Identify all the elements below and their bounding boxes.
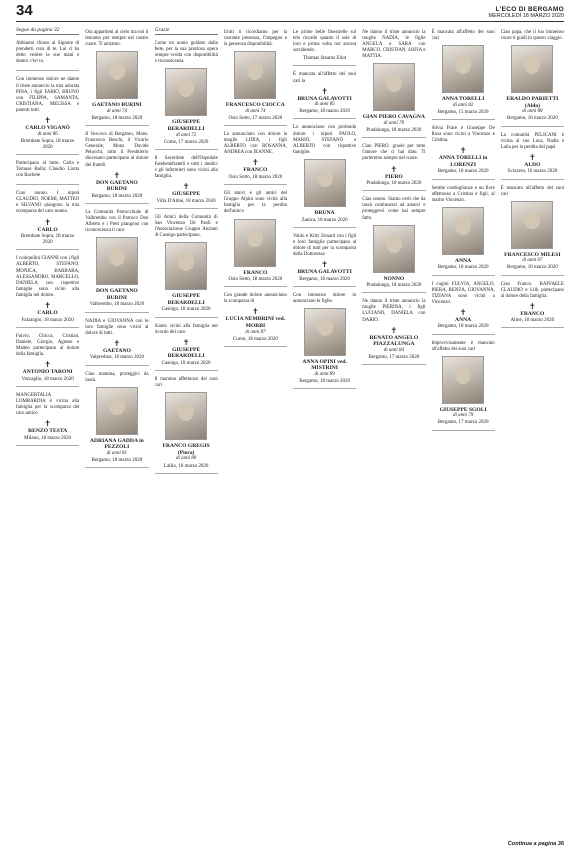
deceased-name: GIUSEPPE (172, 191, 201, 198)
deceased-age: di anni 79 (452, 413, 474, 419)
deceased-age: di anni 67 (522, 258, 543, 264)
notice-text: Valdo e Kitty Ennard con i figli e loro famiglie partecipano al dolore di tutti per la scomparsa della Dottoressa (293, 233, 357, 257)
notice-place-date: Valpredina, 18 marzo 2020 (89, 355, 144, 361)
deceased-age: di anni 88 (522, 109, 543, 115)
notice-place-date: Svizzera, 16 marzo 2020 (507, 169, 558, 175)
notice-column (432, 27, 495, 835)
death-notice (293, 122, 356, 227)
deceased-photo (165, 392, 207, 440)
notice-place-date: Bergamo, 18 marzo 2020 (507, 265, 558, 271)
death-notice (85, 27, 148, 126)
cross-icon: ✝ (459, 146, 467, 156)
deceased-name: LUCIA NEMBRINI ved. MORBI (225, 316, 286, 329)
notice-text: Come un uomo guidato dalla fede, per la sua preziosa opera sempre svolta con disponibilità e riconoscenza. (154, 41, 218, 65)
notice-text: Lo annunciano con profondo dolore i nipoti PAOLO, MARIO, STEFANO e ALBERTO con rispettive famiglie. (293, 125, 357, 155)
deceased-photo (304, 159, 346, 207)
death-notice (16, 331, 79, 387)
notice-text: Sentite condoglianze e un fiore affettuoso a Cristina e figli, al marito Vincenzo. (431, 185, 495, 203)
deceased-name: ANNA OPINI ved. MISTRINI (302, 358, 347, 372)
deceased-name: CARLO (37, 310, 58, 316)
death-notice (155, 153, 218, 209)
notice-place-date: Pradalunga, 18 marzo 2020 (366, 283, 422, 289)
notice-place-date: Curno, 18 marzo 2020 (232, 336, 278, 342)
deceased-name: FRANCESCO MILESI (504, 251, 561, 258)
notice-place-date: Almè, 18 marzo 2020 (510, 318, 555, 324)
death-notice (293, 231, 356, 287)
notice-text: Silvia Frare e Giuseppe De Rosa sono vicini a Vincenzo e Cristina. (431, 125, 495, 144)
notice-place-date: Falzangio, 18 marzo 2020 (21, 317, 74, 323)
cross-icon: ✝ (529, 152, 536, 162)
cross-icon: ✝ (44, 360, 51, 370)
issue-date: MERCOLEDÌ 18 MARZO 2020 (488, 13, 564, 19)
deceased-name: GIUSEPPE BERARDELLI (167, 119, 205, 133)
deceased-photo (165, 242, 207, 290)
notice-text: I coinquilini GIANNI con i figli ALBERTO, STEFANO, MONICA, BARBARA, ALESSANDRO, MARCELLO, DANIELA con rispettive famiglie sono vicini alla famiglia nel dolore. (16, 256, 80, 298)
notice-place-date: Villa D'Almè, 18 marzo 2020 (156, 198, 216, 204)
notice-text: Abbiamo chiuso al Signore di prenderti cura di te. Lui ci ha detto vedere le sue mani e dentro c'eri tu. (16, 41, 80, 65)
deceased-name: RENATO ANGELO PIAZZALUNGA (369, 334, 419, 348)
deceased-name: ANNA (455, 257, 472, 264)
notice-place-date: Pradalunga, 18 marzo 2020 (366, 181, 422, 187)
deceased-photo (442, 45, 484, 93)
cross-icon: ✝ (182, 337, 190, 347)
deceased-photo (442, 356, 484, 404)
notice-place-date: Zanica, 18 marzo 2020 (301, 217, 348, 223)
notice-text: Ne danno il triste annuncio la moglie PIERINA, i figli LUCIANO, DANIELA con DARIO. (362, 299, 426, 323)
death-notice (16, 390, 79, 446)
deceased-name: ANNA (455, 316, 472, 323)
deceased-name: GAETANO (102, 347, 131, 354)
cross-icon: ✝ (529, 301, 536, 311)
deceased-name: GIAN PIERO CAVAGNA (362, 114, 425, 121)
deceased-photo (234, 219, 276, 267)
notice-text: Il Sacerdote dell'Ospedale Fatebenefratelli e tutti i medici e gli infermieri sono vicini alla famiglia. (154, 155, 218, 180)
notice-text: La Comunità Parrocchiale di Valbrembo con il Parroco Don Alberto e i Preti piangono con riconoscenza il caro (85, 209, 149, 234)
notice-text: Fulvio, Chicca, Cristian, Daniele, Giorgio, Agnese e Matteo partecipano al dolore della famiglia. (16, 333, 80, 357)
deceased-age: di anni 79 (383, 121, 405, 127)
deceased-name: ALDO (524, 161, 541, 168)
notice-column (362, 27, 425, 835)
death-notice (432, 338, 495, 431)
deceased-name: CARLO (37, 226, 58, 233)
death-notice (501, 183, 564, 276)
deceased-name: GAETANO BURINI (92, 102, 142, 109)
deceased-age: di anni 74 (245, 108, 266, 114)
notice-text: Le prime belle finestrelle sul telo ricordo quanto il sole di loro e prima volta noi ancora sorridendo. (293, 30, 357, 54)
notice-column (501, 27, 564, 835)
notice-place-date: Bergamo, 18 marzo 2020 (91, 193, 143, 199)
death-notice (16, 253, 79, 327)
notice-text: Ciao mamma, proteggici da lassù. (85, 371, 149, 383)
deceased-photo (96, 387, 138, 435)
death-notice (85, 129, 148, 204)
cross-icon: ✝ (459, 307, 467, 317)
deceased-age: di anni 74 (106, 108, 128, 114)
deceased-photo (234, 51, 276, 99)
deceased-age: di anni 87 (245, 329, 266, 335)
notice-place-date: Bergamo, 18 marzo 2020 (91, 115, 143, 121)
death-notice (293, 69, 356, 119)
page-number: 34 (16, 2, 33, 19)
deceased-name: DON GAETANO BURINI (96, 179, 138, 193)
deceased-name: ANNA TORELLI in LORENZI (438, 155, 488, 168)
notice-place-date: Casnigo, 18 marzo 2020 (161, 360, 211, 366)
deceased-age: di anni 89 (314, 372, 335, 378)
newspaper-name: L'ECO DI BERGAMO (495, 6, 564, 13)
notice-columns (16, 27, 564, 835)
deceased-age: di anni 82 (452, 102, 474, 108)
notice-column (224, 27, 287, 835)
deceased-name: BRUNA GALAVOTTI (297, 95, 352, 102)
notice-text: Partecipano al lutto: Carla e Tomaso Bulla; Claudio Liotta con Rachele (16, 160, 80, 179)
deceased-photo (442, 207, 484, 255)
notice-place-date: Bergamo, 18 marzo 2020 (299, 379, 350, 385)
deceased-name: ERALDO PARIETTI (Aldo) (506, 96, 559, 109)
deceased-age: di anni 86 (37, 131, 58, 137)
notice-place-date: Milano, 18 marzo 2020 (24, 435, 72, 441)
notice-place-date: Bergamo, 18 marzo 2020 (437, 169, 489, 175)
deceased-name: DON GAETANO BURINI (96, 288, 138, 301)
deceased-photo (511, 201, 553, 249)
death-notice (85, 316, 148, 366)
death-notice (432, 123, 495, 180)
notice-place-date: Bergamo, 17 marzo 2020 (437, 420, 489, 426)
notice-place-date: Bergamo, 18 marzo 2020 (507, 116, 558, 122)
notice-text: È mancato all'affetto dei suoi cari (500, 185, 564, 197)
deceased-photo (96, 237, 138, 285)
death-notice (16, 38, 79, 71)
deceased-photo (165, 68, 207, 116)
death-notice (224, 129, 287, 185)
notice-text: Il Vescovo di Bergamo, Mons. Francesco Beschi, il Vicario Generale, Mons. Davide Pelucchi, tutto il Presbiterio diocesano partecipano al dolore dei fratelli. (85, 132, 149, 168)
notice-text: Uniti ti ricordiamo per la costante presenza, l'impegno e la generosa disponibilità. (223, 30, 287, 48)
continuation-note: Continua a pagina 36 (507, 841, 564, 847)
death-notice (432, 279, 495, 335)
deceased-name: ADRIANA GADDA in PEZZOLI (89, 437, 144, 451)
deceased-name: CARLO VIGANÒ (25, 125, 70, 132)
cross-icon: ✝ (321, 86, 328, 96)
death-notice (224, 290, 287, 347)
notice-text: Gli amici e gli amici del Gruppo Alpini sono vicini alla famiglia per la perdita dell'amico (223, 191, 287, 215)
notice-place-date: Valbrembo, 18 marzo 2020 (89, 302, 145, 308)
deceased-name: FRANCO GREGIS (Piera) (162, 443, 210, 456)
cross-icon: ✝ (44, 301, 51, 310)
cross-icon: ✝ (252, 307, 259, 317)
notice-text: Il mamma affettuoso dei suoi cari (154, 377, 218, 389)
deceased-age: di anni 72 (175, 132, 197, 138)
notice-column (16, 27, 79, 835)
notice-text: Ciao nonno. Siamo certi che da lassù continuerai ad amarci e proteggerci come hai sempre fatto. (362, 197, 426, 221)
notice-text: Ciao nonno. I nipoti CLAUDIO, NOEMI, MATTEO e SILVANO piangono la mia scomparsa del caro nonno. (16, 191, 80, 215)
notice-text: Improvvisamente è mancato all'affetto dei suoi cari (431, 340, 495, 352)
death-notice (432, 183, 495, 276)
notice-text: MANGERTALIA LOMBARDIA è vicina alla famiglia per la scomparsa del caro amico (16, 392, 80, 417)
death-notice (362, 296, 425, 365)
deceased-name: RENZO TESTA (28, 428, 68, 435)
deceased-name: PIERO (385, 173, 403, 180)
deceased-age: di anni 80 (175, 456, 197, 462)
deceased-name: GIUSEPPE BERARDELLI (167, 346, 205, 360)
cross-icon: ✝ (113, 170, 121, 180)
notice-text: I cugini FULVIA, ANGELO, PIERA, RENZA, GIOVANNA, TIZIANA sono vicini a Vincenzo. (431, 281, 495, 305)
notice-text: Ciao papà, che il tuo immenso cuore ti guidi in questo viaggio. (500, 30, 564, 42)
death-notice (501, 130, 564, 180)
deceased-age: di anni 84 (383, 347, 405, 353)
cross-icon: ✝ (44, 116, 51, 126)
death-notice (155, 38, 218, 150)
notice-text: Siamo vicini alla famiglia nel ricordo del caro (154, 323, 218, 335)
death-notice (293, 27, 356, 66)
notice-place-date: Brembate Sopra, 18 marzo 2020 (20, 138, 75, 150)
death-notice (85, 207, 148, 313)
cross-icon: ✝ (113, 338, 121, 348)
deceased-name: FRANCO (243, 269, 268, 276)
cross-icon: ✝ (321, 259, 328, 269)
column-heading: Grazie (155, 27, 218, 35)
notice-place-date: Bergamo, 17 marzo 2020 (368, 354, 420, 360)
cross-icon: ✝ (182, 182, 190, 192)
death-notice (155, 374, 218, 474)
death-notice (85, 369, 148, 469)
notice-place-date: Bergamo, 18 marzo 2020 (299, 276, 350, 282)
death-notice (501, 279, 564, 329)
notice-place-date: Bergamo, 18 marzo 2020 (91, 458, 143, 463)
death-notice (362, 27, 425, 138)
deceased-photo (96, 51, 138, 99)
notice-text: La comunità PELICANI è vicina al suo Luca, Nadia e Laila per la perdita del papà (500, 132, 564, 150)
notice-place-date: Casnigo, 18 marzo 2020 (161, 307, 211, 313)
death-notice (155, 321, 218, 371)
death-notice (501, 27, 564, 127)
notice-place-date: Lallio, 18 marzo 2020 (163, 463, 209, 469)
death-notice (224, 188, 287, 287)
deceased-name: ANTONIO TARONI (22, 369, 73, 376)
notice-place-date: Bergamo, 18 marzo 2020 (437, 324, 489, 330)
notice-text: Gli Amici della Comunità di San Vincenzo De Paoli e l'Associazione Gruppo Anziani di Casnigo partecipano. (154, 214, 218, 239)
notice-place-date: Bergamo, 15 marzo 2020 (437, 109, 489, 115)
death-notice (16, 188, 79, 250)
masthead (489, 6, 565, 19)
deceased-name: FRANCO (243, 167, 268, 174)
notice-place-date: Thomas Stearns Eliot (303, 56, 347, 62)
notice-column (293, 27, 356, 835)
cross-icon: ✝ (390, 325, 398, 335)
notice-column (155, 27, 218, 835)
death-notice (16, 74, 79, 154)
deceased-photo (304, 308, 346, 356)
notice-text: Con immenso dolore ne danno il triste annuncio la mia adorata PINA, i figli FABIO, BRUNO con FILIPPA, SAMANTA, CRISTIANA, MELISSA e parenti tutti. (16, 77, 80, 113)
deceased-name: BRUNA (314, 209, 335, 216)
notice-text: Ora appartieni al cielo ma noi ti teniamo per sempre nel nostro cuore. Ti amiamo. (85, 30, 149, 48)
notice-text: Con immenso dolore lo annunciano le figlie. (293, 292, 357, 304)
death-notice (224, 27, 287, 126)
cross-icon: ✝ (252, 158, 259, 168)
notice-text: Ne danno il triste annuncio la moglie NADIA, le figlie ANGELA e SARA con MARCO, CRISTIAN, SOFIA e MATTIA. (362, 30, 426, 60)
notice-text: Con grande dolore annunciano la scomparsa di (223, 293, 287, 305)
notice-place-date: Osio Sotto, 18 marzo 2020 (228, 175, 283, 181)
notice-place-date: Bergamo, 18 marzo 2020 (437, 265, 489, 271)
death-notice (155, 212, 218, 318)
deceased-name: GIUSEPPE BERARDELLI (167, 293, 205, 306)
notice-place-date: Osio Sotto, 18 marzo 2020 (228, 277, 283, 283)
death-notice (293, 290, 356, 390)
notice-text: È mancata all'affetto dei suoi cari (431, 30, 495, 42)
notice-place-date: Brembate Sopra, 18 marzo 2020 (20, 234, 75, 246)
notice-text: È mancata all'affetto dei suoi cari la (293, 72, 357, 84)
deceased-photo (373, 63, 415, 111)
deceased-name: FRANCO (520, 310, 545, 317)
deceased-name: ANNA TORELLI (441, 96, 485, 103)
notice-place-date: Bergamo, 18 marzo 2020 (299, 109, 350, 115)
column-heading: Segue da pagina 32 (16, 27, 79, 35)
death-notice (362, 194, 425, 293)
page-header (16, 0, 564, 22)
death-notice (16, 158, 79, 185)
notice-text: Ciao Franco. RAFFAELE CLAUDIO e Lilli partecipano al dolore della famiglia. (500, 281, 564, 299)
notice-text: Ciao PIERO, grazie per tutto l'amore che ci hai dato. Ti porteremo sempre nel cuore. (362, 144, 426, 162)
cross-icon: ✝ (44, 419, 51, 429)
cross-icon: ✝ (44, 217, 51, 227)
notice-place-date: Osio Sotto, 17 marzo 2020 (228, 115, 283, 121)
deceased-photo (373, 225, 415, 273)
notice-text: Lo annunciano con dolore la moglie LIDIA, i figli ALBERTO con ROSANNA, ANDREA con JEANNE. (223, 132, 287, 156)
deceased-name: FRANCESCO CIOCCA (225, 102, 285, 109)
notice-place-date: Come, 17 marzo 2020 (163, 139, 209, 145)
cross-icon: ✝ (390, 164, 398, 174)
deceased-name: NONNO (383, 275, 405, 282)
death-notice (362, 141, 425, 191)
deceased-name: GIUSEPPE SGOLI (439, 406, 487, 413)
notice-column (85, 27, 148, 835)
notice-place-date: Pradalunga, 18 marzo 2020 (366, 128, 422, 134)
death-notice (432, 27, 495, 120)
deceased-photo (511, 45, 553, 93)
deceased-age: di anni 85 (314, 102, 335, 108)
deceased-name: BRUNA GALAVOTTI (297, 268, 352, 275)
notice-text: NADIA e GIOVANNA con le loro famiglie sono vicini al dolore di tutti. (85, 318, 149, 336)
notice-place-date: Vezzaglio, 18 marzo 2020 (21, 376, 74, 382)
deceased-age: di anni 81 (106, 450, 128, 456)
